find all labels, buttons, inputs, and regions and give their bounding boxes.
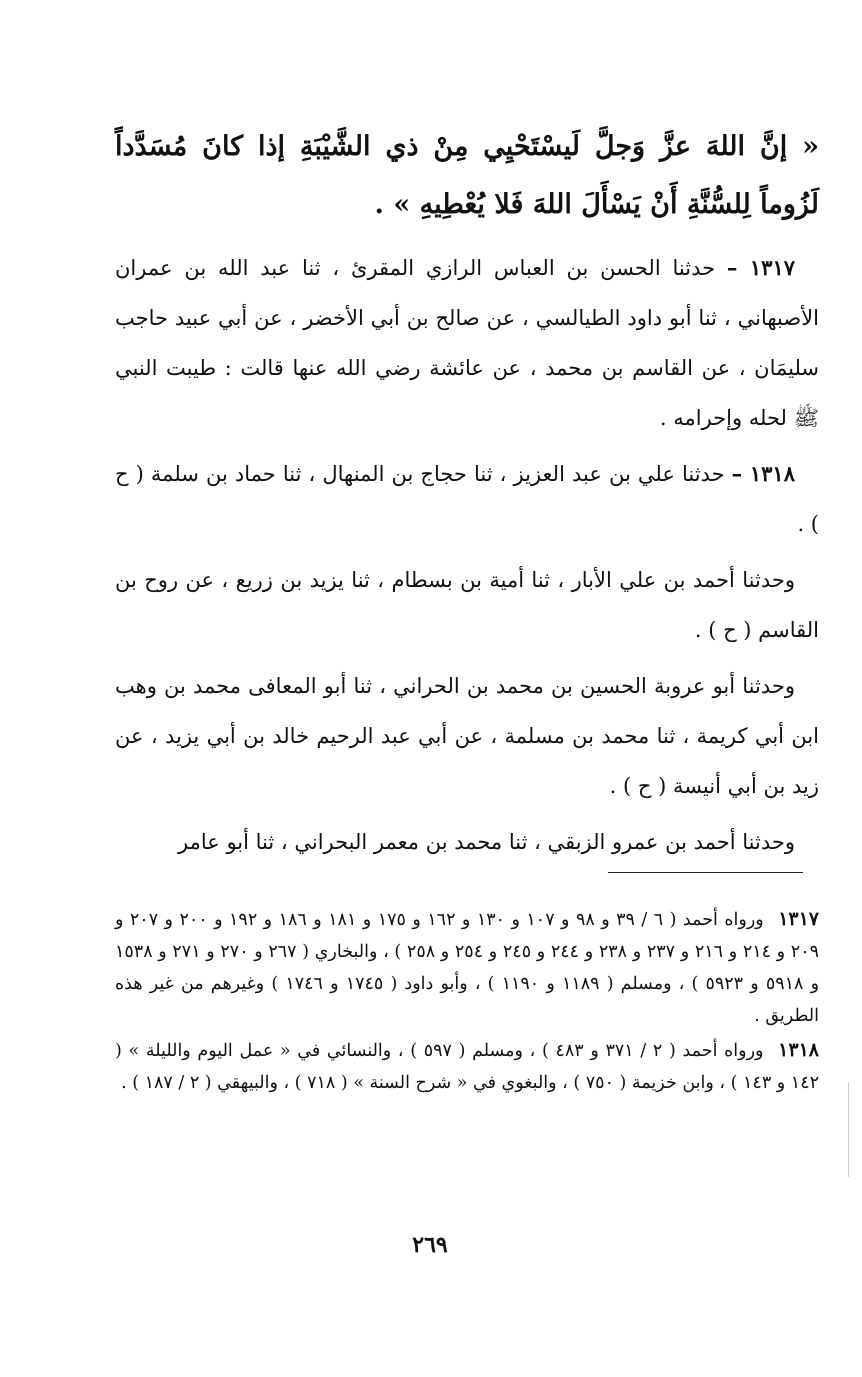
hadith-number: ١٣١٧ – bbox=[726, 255, 796, 280]
footnote-1318 bbox=[115, 1034, 819, 1099]
page-number: ٢٦٩ bbox=[412, 1232, 448, 1258]
hadith-number: ١٣١٨ – bbox=[731, 461, 795, 486]
footnote-divider bbox=[608, 872, 803, 873]
hadith-paragraph-1317 bbox=[115, 243, 819, 443]
chain-paragraph: وحدثنا أبو عروبة الحسين بن محمد بن الحراني ، ثنا أبو المعافى محمد بن وهب ابن أبي كريمة ، ثنا محمد بن مسلمة ، عن أبي عبد الرحيم خالد بن أبي يزيد ، عن زيد بن أبي أنيسة ( ح ) . bbox=[115, 674, 819, 798]
footnote-number: ١٣١٨ bbox=[778, 1039, 819, 1061]
chain-paragraph: وحدثنا أحمد بن عمرو الزبقي ، ثنا محمد بن معمر البحراني ، ثنا أبو عامر bbox=[178, 830, 795, 854]
footnote-1317 bbox=[115, 903, 819, 1032]
hadith-quote bbox=[115, 118, 819, 234]
hadith-quote-text: « إنَّ اللهَ عزَّ وَجلَّ لَيسْتَحْيِي مِنْ ذي الشَّيْبَةِ إذا كانَ مُسَدَّداً لَزُوماً لِلسُّنَّةِ أَنْ يَسْأَلَ اللهَ فَلا يُعْطِيهِ » . bbox=[115, 131, 819, 220]
main-text bbox=[115, 243, 819, 873]
footnote-text: ورواه أحمد ( ٢ / ٣٧١ و ٤٨٣ ) ، ومسلم ( ٥٩٧ ) ، والنسائي في « عمل اليوم والليلة » ( ١٤٢ و ١٤٣ ) ، وابن خزيمة ( ٧٥٠ ) ، والبغوي في « شرح السنة » ( ٧١٨ ) ، والبيهقي ( ٢ / ١٨٧ ) . bbox=[115, 1041, 819, 1093]
footnotes bbox=[115, 903, 819, 1101]
hadith-paragraph-1318 bbox=[115, 449, 819, 549]
hadith-text: حدثنا علي بن عبد العزيز ، ثنا حجاج بن المنهال ، ثنا حماد بن سلمة ( ح ) . bbox=[115, 462, 819, 536]
footnote-number: ١٣١٧ bbox=[778, 908, 820, 930]
chain-paragraph: وحدثنا أحمد بن علي الأبار ، ثنا أمية بن بسطام ، ثنا يزيد بن زريع ، عن روح بن القاسم ( ح ) . bbox=[115, 568, 819, 642]
scan-edge-line bbox=[848, 1082, 849, 1177]
footnote-text: ورواه أحمد ( ٦ / ٣٩ و ٩٨ و ١٠٧ و ١٣٠ و ١٦٢ و ١٧٥ و ١٨١ و ١٨٦ و ١٩٢ و ٢٠٠ و ٢٠٧ و ٢٠٩ و ٢١٤ و ٢١٦ و ٢٣٧ و ٢٣٨ و ٢٤٤ و ٢٤٥ و ٢٥٤ و ٢٥٨ ) ، والبخاري ( ٢٦٧ و ٢٧٠ و ٢٧١ و ١٥٣٨ و ٥٩١٨ و ٥٩٢٣ ) ، ومسلم ( ١١٨٩ و ١١٩٠ ) ، وأبو داود ( ١٧٤٥ و ١٧٤٦ ) وغيرهم من غير هذه الطريق . bbox=[115, 910, 820, 1026]
hadith-text: حدثنا الحسن بن العباس الرازي المقرئ ، ثنا عبد الله بن عمران الأصبهاني ، ثنا أبو داود الطيالسي ، عن صالح بن أبي الأخضر ، عن أبي عبيد حاجب سليمَان ، عن القاسم بن محمد ، عن عائشة رضي الله عنها قالت : طيبت النبي ﷺ لحله وإحرامه . bbox=[115, 256, 819, 430]
